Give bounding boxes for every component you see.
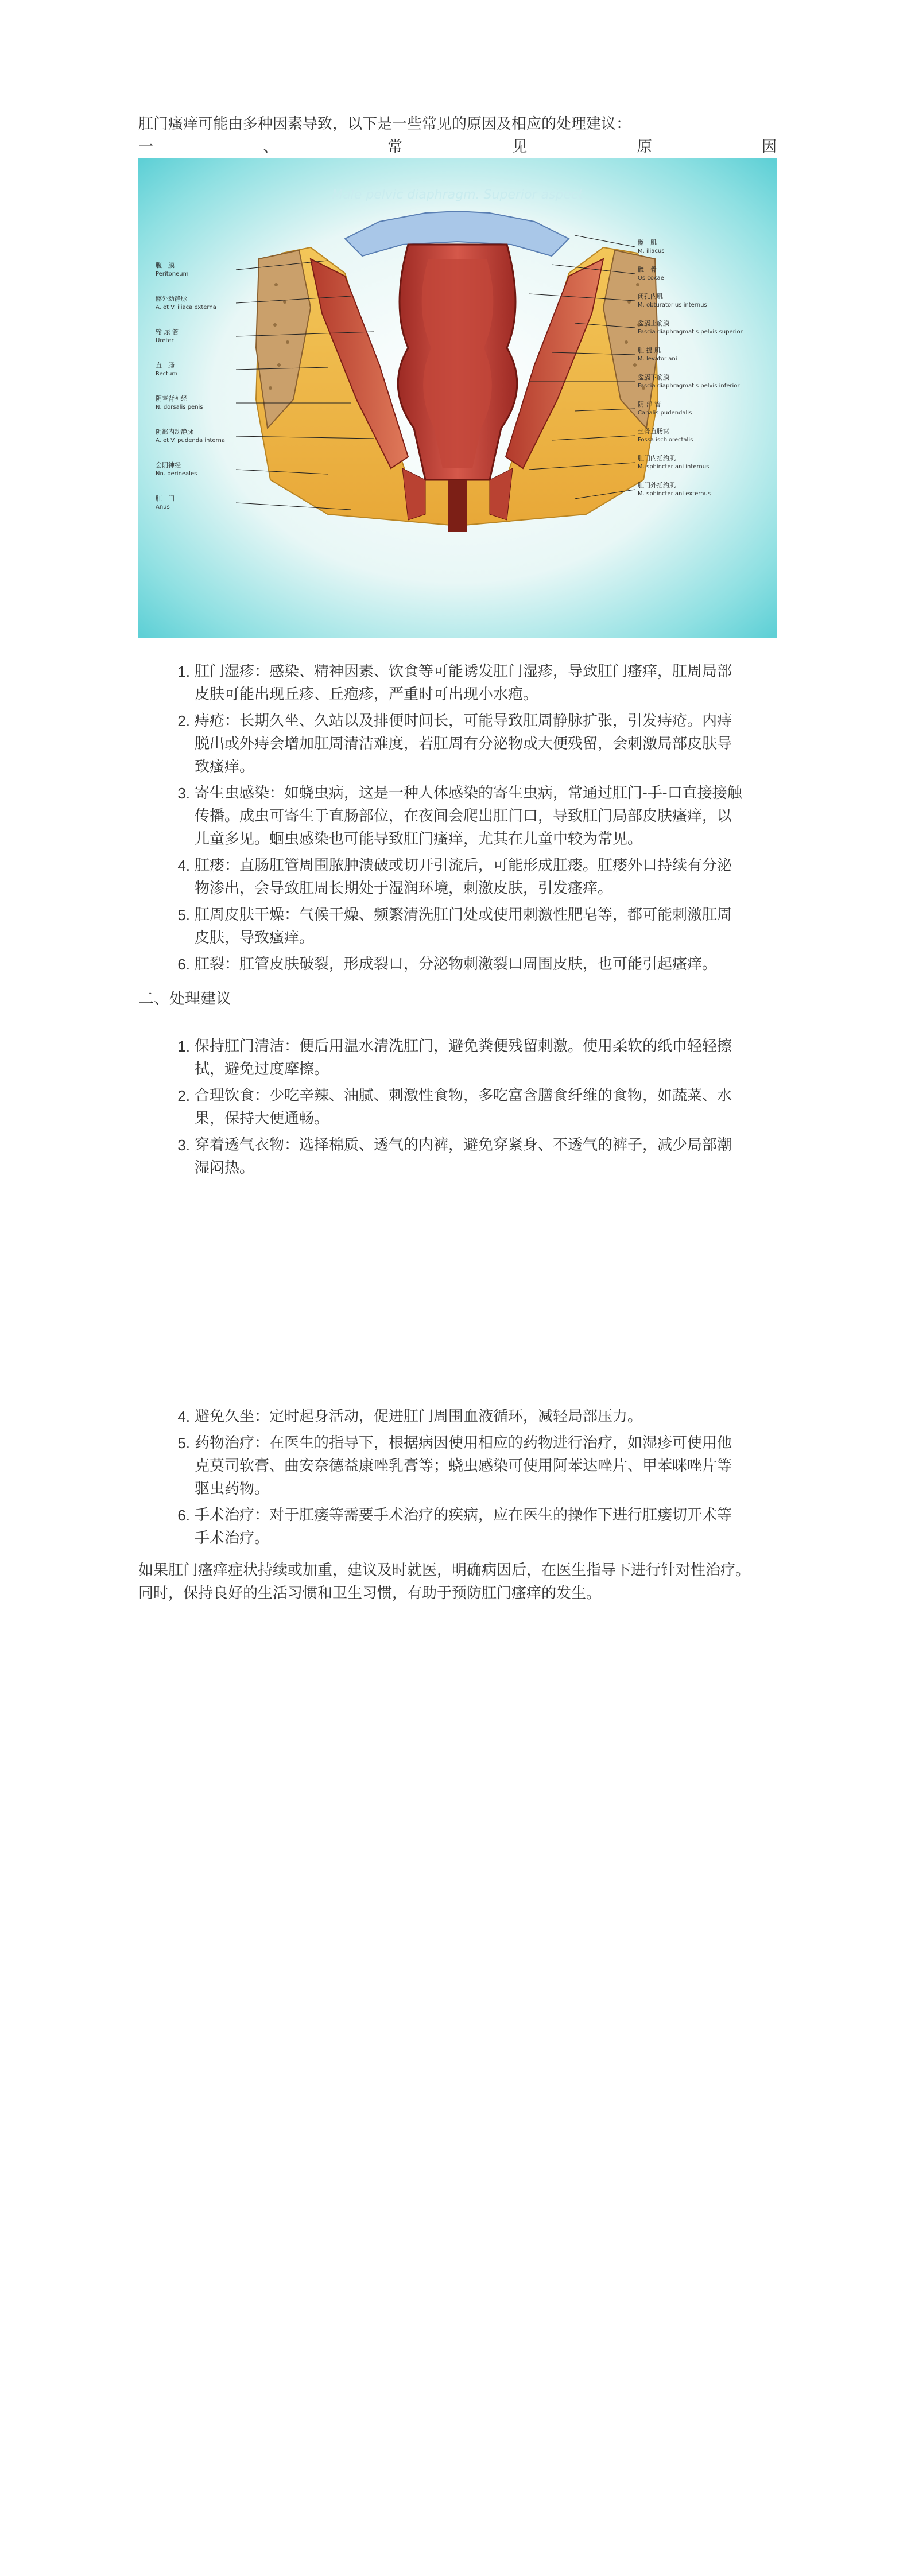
list-item-line: 肛裂：肛管皮肤破裂，形成裂口，分泌物刺激裂口周围皮肤，也可能引起瘙痒。 <box>195 956 718 973</box>
figure-label-en: Canalis pudendalis <box>638 410 692 416</box>
list-item-line: 皮肤可能出现丘疹、丘疱疹，严重时可出现小水疱。 <box>195 686 538 703</box>
section1-heading-char: 一 <box>138 138 154 156</box>
figure-label-zh: 会阴神经 <box>156 461 181 469</box>
figure-label-en: Fascia diaphragmatis pelvis superior <box>638 329 743 335</box>
figure-label-zh: 闭孔内肌 <box>638 293 663 300</box>
list-number: 4. <box>177 1408 190 1425</box>
closing-line: 如果肛门瘙痒症状持续或加重，建议及时就医，明确病因后，在医生指导下进行针对性治疗。 <box>138 1562 751 1579</box>
figure-label-en: M. obturatorius internus <box>638 302 707 308</box>
list-item-line: 手术治疗。 <box>195 1530 270 1547</box>
list-item-line: 拭，避免过度摩擦。 <box>195 1061 329 1078</box>
list-number: 3. <box>177 785 190 802</box>
figure-label-en: Ureter <box>156 337 174 344</box>
anus <box>448 480 467 532</box>
list-item-line: 肛门湿疹：感染、精神因素、饮食等可能诱发肛门湿疹，导致肛门瘙痒，肛周局部 <box>195 663 732 680</box>
figure-label-en: A. et V. pudenda interna <box>156 437 225 444</box>
list-item-line: 驱虫药物。 <box>195 1480 270 1498</box>
figure-label-zh: 盆膈上筋膜 <box>638 320 669 327</box>
figure-label-zh: 阴茎背神经 <box>156 395 187 402</box>
anatomy-illustration <box>138 158 777 638</box>
figure-label-en: Fossa ischiorectalis <box>638 437 693 443</box>
closing-paragraph <box>138 1559 777 1605</box>
figure-label-zh: 阴 部 管 <box>638 401 661 408</box>
figure-label-zh: 肛门内括约肌 <box>638 455 676 462</box>
figure-label-zh: 髂外动静脉 <box>156 295 187 302</box>
figure-label-en: N. dorsalis penis <box>156 404 203 410</box>
figure-label-en: M. sphincter ani externus <box>638 491 711 497</box>
list-number: 5. <box>177 1434 190 1452</box>
list-item <box>138 953 777 976</box>
list-item <box>138 1431 777 1500</box>
figure-label-zh: 阴部内动静脉 <box>156 428 193 436</box>
figure-label-en: Anus <box>156 504 170 510</box>
figure-label-en: Nn. perineales <box>156 471 197 477</box>
list-item-line: 湿闷热。 <box>195 1159 255 1177</box>
figure-label-en: Fascia diaphragmatis pelvis inferior <box>638 383 740 389</box>
list-number: 4. <box>177 857 190 874</box>
list-item-line: 痔疮：长期久坐、久站以及排便时间长，可能导致肛周静脉扩张，引发痔疮。内痔 <box>195 712 732 730</box>
section1-heading-char: 原 <box>637 138 652 156</box>
figure-label-en: Peritoneum <box>156 271 189 277</box>
list-number: 6. <box>177 956 190 973</box>
list-item-line: 避免久坐：定时起身活动，促进肛门周围血液循环，减轻局部压力。 <box>195 1408 643 1425</box>
list-item-line: 脱出或外痔会增加肛周清洁难度，若肛周有分泌物或大便残留，会刺激局部皮肤导 <box>195 735 732 752</box>
section2-heading: 二、处理建议 <box>138 990 231 1008</box>
list-number: 2. <box>177 1087 190 1104</box>
figure-label-en: Os coxae <box>638 275 664 281</box>
list-number: 3. <box>177 1136 190 1154</box>
list-item-line: 肛周皮肤干燥：气候干燥、频繁清洗肛门处或使用刺激性肥皂等，都可能刺激肛周 <box>195 906 732 924</box>
suggestions-list-part1 <box>138 1035 777 1183</box>
figure-label-zh: 坐骨直肠窝 <box>638 428 669 435</box>
causes-list <box>138 660 777 979</box>
list-item-line: 药物治疗：在医生的指导下，根据病因使用相应的药物进行治疗，如湿疹可使用他 <box>195 1434 732 1452</box>
list-item-line: 克莫司软膏、曲安奈德益康唑乳膏等；蛲虫感染可使用阿苯达唑片、甲苯咪唑片等 <box>195 1457 732 1475</box>
list-number: 6. <box>177 1507 190 1524</box>
list-number: 1. <box>177 663 190 680</box>
section1-heading-char: 常 <box>387 138 403 156</box>
figure-title: Male pelvic diaphragm. Superior aspect <box>332 188 583 202</box>
list-item <box>138 782 777 851</box>
pelvic-diaphragm-figure <box>138 158 777 638</box>
section1-heading-char: 因 <box>761 138 777 156</box>
list-item-line: 手术治疗：对于肛瘘等需要手术治疗的疾病，应在医生的操作下进行肛瘘切开术等 <box>195 1507 732 1524</box>
list-item-line: 儿童多见。蛔虫感染也可能导致肛门瘙痒，尤其在儿童中较为常见。 <box>195 831 643 848</box>
list-number: 5. <box>177 906 190 924</box>
figure-label-en: M. levator ani <box>638 356 677 362</box>
figure-label-zh: 肛 门 <box>156 495 175 502</box>
list-item <box>138 903 777 949</box>
list-item-line: 寄生虫感染：如蛲虫病，这是一种人体感染的寄生虫病，常通过肛门-手-口直接接触 <box>195 785 742 802</box>
closing-line: 同时，保持良好的生活习惯和卫生习惯，有助于预防肛门瘙痒的发生。 <box>138 1585 602 1602</box>
figure-label-zh: 髋 骨 <box>638 266 657 273</box>
list-number: 2. <box>177 712 190 730</box>
list-item <box>138 854 777 900</box>
figure-label-en: A. et V. iliaca externa <box>156 304 216 311</box>
figure-label-zh: 直 肠 <box>156 362 175 369</box>
figure-label-zh: 腹 膜 <box>156 262 175 269</box>
list-item <box>138 1504 777 1550</box>
list-item-line: 肛瘘：直肠肛管周围脓肿溃破或切开引流后，可能形成肛瘘。肛瘘外口持续有分泌 <box>195 857 732 874</box>
figure-label-en: M. iliacus <box>638 248 665 254</box>
figure-label-en: Rectum <box>156 371 178 377</box>
figure-label-zh: 肛门外括约肌 <box>638 482 676 489</box>
list-item-line: 穿着透气衣物：选择棉质、透气的内裤，避免穿紧身、不透气的裤子，减少局部潮 <box>195 1136 732 1154</box>
list-number: 1. <box>177 1038 190 1055</box>
figure-label-zh: 髂 肌 <box>638 239 657 246</box>
list-item <box>138 660 777 706</box>
list-item <box>138 1134 777 1180</box>
section1-heading-char: 、 <box>263 138 278 156</box>
section1-heading <box>138 135 777 158</box>
figure-label-zh: 盆膈下筋膜 <box>638 374 669 381</box>
list-item <box>138 709 777 778</box>
list-item <box>138 1405 777 1428</box>
figure-label-zh: 输 尿 管 <box>156 328 179 336</box>
list-item-line: 物渗出，会导致肛周长期处于湿润环境，刺激皮肤，引发瘙痒。 <box>195 880 613 897</box>
section1-heading-char: 见 <box>512 138 528 156</box>
list-item <box>138 1084 777 1130</box>
list-item-line: 致瘙痒。 <box>195 758 255 775</box>
list-item-line: 传播。成虫可寄生于直肠部位，在夜间会爬出肛门口，导致肛门局部皮肤瘙痒，以 <box>195 808 732 825</box>
list-item-line: 合理饮食：少吃辛辣、油腻、刺激性食物，多吃富含膳食纤维的食物，如蔬菜、水 <box>195 1087 732 1104</box>
list-item-line: 保持肛门清洁：便后用温水清洗肛门，避免粪便残留刺激。使用柔软的纸巾轻轻擦 <box>195 1038 732 1055</box>
figure-label-zh: 肛 提 肌 <box>638 347 661 354</box>
list-item <box>138 1035 777 1081</box>
list-item-line: 皮肤，导致瘙痒。 <box>195 929 315 946</box>
list-item-line: 果，保持大便通畅。 <box>195 1110 329 1127</box>
intro-paragraph: 肛门瘙痒可能由多种因素导致，以下是一些常见的原因及相应的处理建议： <box>138 115 631 133</box>
suggestions-list-part2 <box>138 1405 777 1553</box>
figure-label-en: M. sphincter ani internus <box>638 464 710 470</box>
